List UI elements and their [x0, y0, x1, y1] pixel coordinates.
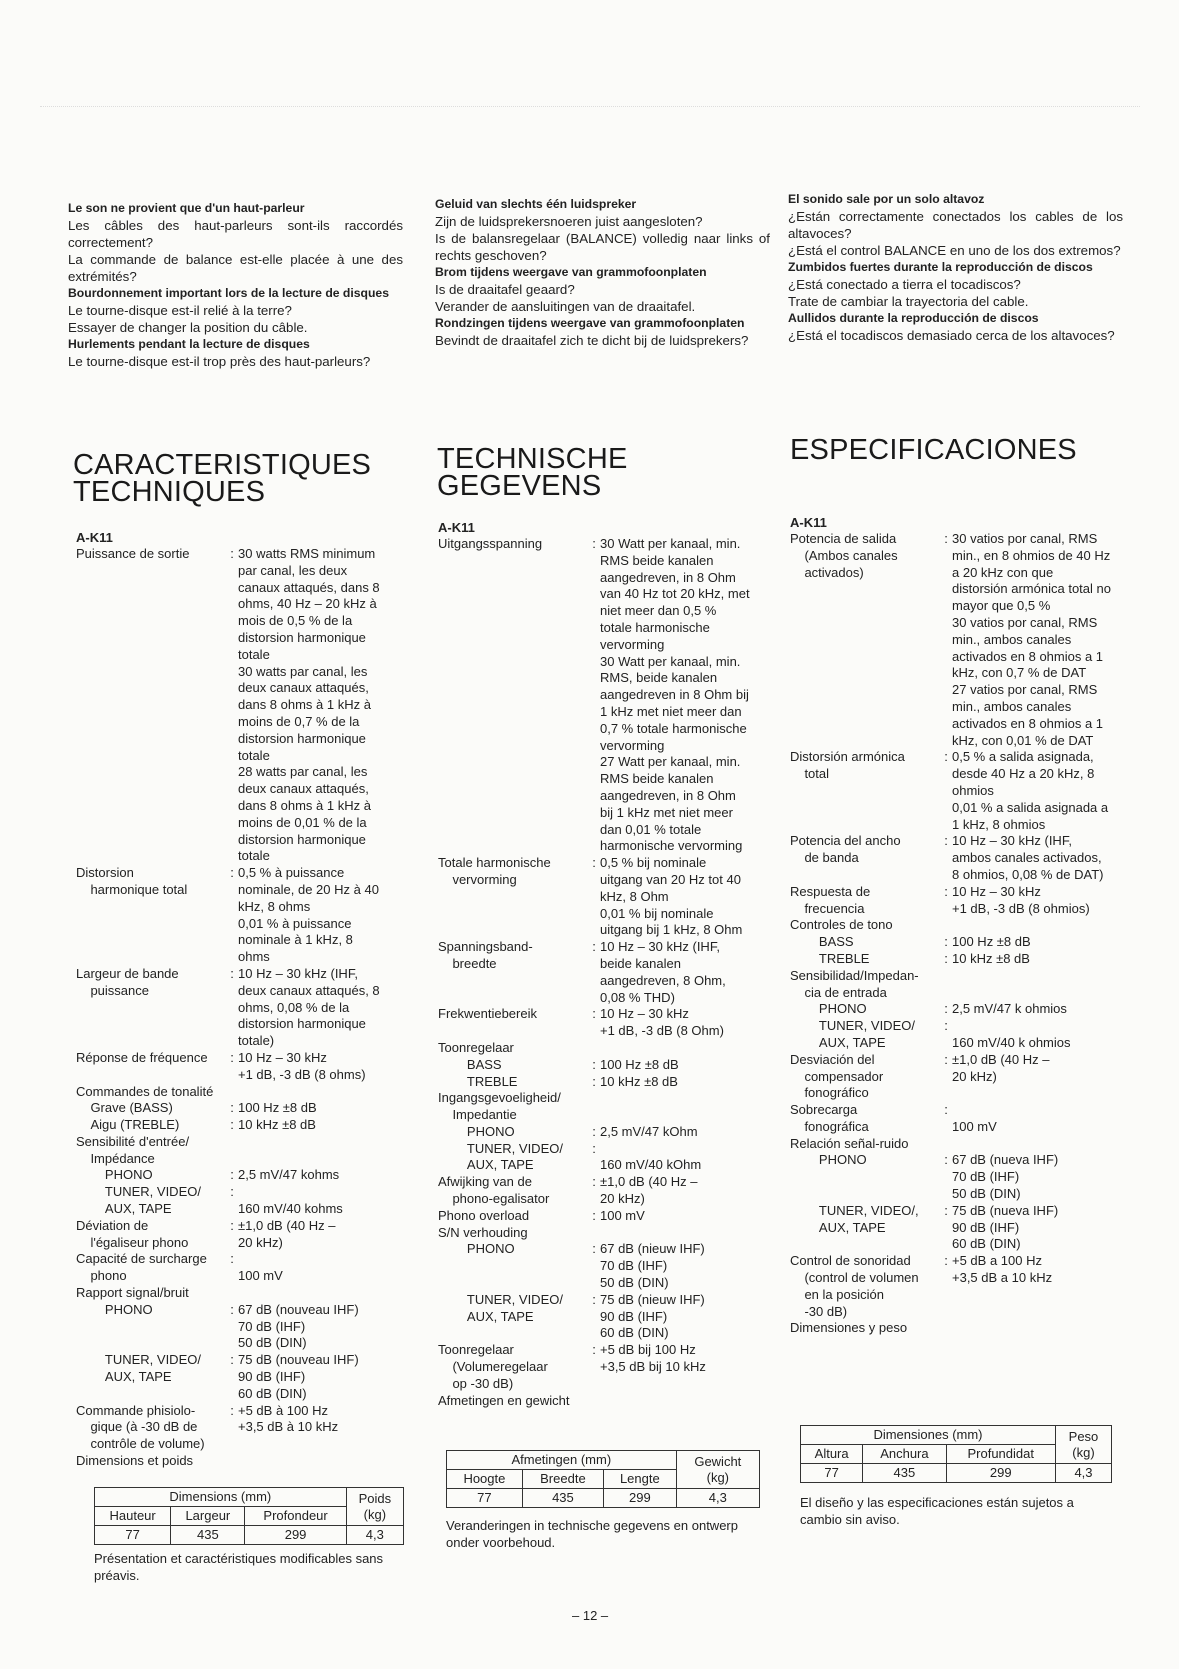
spec-row [438, 1292, 750, 1342]
model-fr: A-K11 [76, 530, 113, 545]
spec-colon: : [944, 1152, 948, 1168]
spec-row [76, 546, 388, 865]
spec-value: 100 mV [238, 1268, 283, 1284]
table-column-header: Altura [801, 1445, 863, 1464]
spec-label: PHONO [438, 1241, 515, 1257]
spec-row [790, 1320, 1112, 1337]
spec-colon [940, 917, 952, 934]
spec-label: Aigu (TREBLE) [76, 1117, 180, 1133]
spec-label: Toonregelaar (Volumeregelaar op -30 dB) [438, 1342, 548, 1391]
spec-colon: : [230, 1049, 234, 1065]
table-cell: 77 [95, 1526, 171, 1545]
trouble-text: Bevindt de draaitafel zich te dicht bij de luidsprekers? [435, 333, 749, 348]
spec-label: Phono overload [438, 1207, 530, 1223]
spec-colon: : [592, 1241, 596, 1257]
table-column-header: Hauteur [95, 1507, 171, 1526]
spec-colon [940, 1320, 952, 1337]
spec-label: TREBLE [438, 1073, 518, 1089]
spec-colon: : [230, 965, 234, 981]
spec-colon [226, 1285, 238, 1302]
table-column-header: Largeur [171, 1507, 245, 1526]
spec-value: 2,5 mV/47 kohms [238, 1167, 340, 1183]
spec-colon [226, 1084, 238, 1101]
spec-label: Sensibilidad/Impedan- cia de entrada [790, 967, 919, 1000]
spec-row [790, 833, 1112, 883]
spec-colon: : [592, 1342, 596, 1358]
spec-label: Dimensiones y peso [790, 1320, 908, 1336]
spec-colon: : [944, 1253, 948, 1269]
spec-colon [226, 1453, 238, 1470]
note-es: El diseño y las especificaciones están sujetos a cambio sin aviso. [800, 1495, 1074, 1527]
trouble-heading: El sonido sale por un solo altavoz [788, 192, 985, 206]
spec-row [438, 1090, 750, 1124]
spec-value: 10 Hz – 30 kHz (IHF, deux canaux attaqués, 8 ohms, 0,08 % de la distorsion harmonique totale) [238, 965, 380, 1049]
trouble-text: Verander de aansluitingen van de draaitafel. [435, 299, 696, 314]
trouble-text: Le tourne-disque est-il relié à la terre? [68, 303, 292, 318]
trouble-es [788, 191, 1123, 344]
spec-value: 67 dB (nueva IHF) 70 dB (IHF) 50 dB (DIN) [952, 1152, 1059, 1202]
spec-colon [940, 968, 952, 1002]
spec-colon [588, 1090, 600, 1124]
title-nl-line1: TECHNISCHE [437, 443, 628, 475]
spec-label: PHONO [438, 1123, 515, 1139]
spec-label: Totale harmonische vervorming [438, 855, 551, 887]
spec-value: 67 dB (nieuw IHF) 70 dB (IHF) 50 dB (DIN) [600, 1241, 705, 1291]
title-fr-line2: TECHNIQUES [73, 476, 266, 508]
spec-row [438, 939, 750, 1006]
spec-row [76, 1285, 388, 1302]
spec-colon [940, 1136, 952, 1153]
spec-label: Potencia del ancho de banda [790, 833, 901, 866]
spec-colon: : [944, 1051, 948, 1067]
note-nl: Veranderingen in technische gegevens en ontwerp onder voorbehoud. [446, 1518, 738, 1550]
spec-label: Commande phisiolo- gique (à -30 dB de contrôle de volume) [76, 1402, 205, 1452]
spec-colon: : [944, 934, 948, 950]
spec-label: TUNER, VIDEO/ AUX, TAPE [438, 1291, 563, 1324]
spec-label: Toonregelaar [438, 1039, 514, 1055]
table-cell: 299 [245, 1526, 346, 1545]
table-cell: 435 [522, 1489, 603, 1508]
spec-row [76, 1403, 388, 1453]
spec-row [76, 1167, 388, 1184]
spec-label: Sobrecarga fonográfica [790, 1102, 869, 1134]
spec-label: TUNER, VIDEO/ AUX, TAPE [76, 1352, 201, 1385]
title-nl [437, 443, 628, 502]
spec-row [76, 1352, 388, 1402]
spec-label: Réponse de fréquence [76, 1049, 208, 1065]
spec-label: Frekwentiebereik [438, 1006, 537, 1022]
spec-label: Spanningsband- breedte [438, 939, 533, 971]
table-column-header: Lengte [604, 1470, 677, 1489]
spec-row [438, 1057, 750, 1074]
trouble-text: ¿Está el control BALANCE en uno de los dos extremos? [788, 243, 1121, 258]
trouble-text: Essayer de changer la position du câble. [68, 320, 308, 335]
trouble-text: Is de balansregelaar (BALANCE) volledig naar links of rechts geschoven? [435, 231, 770, 263]
spec-value: 10 Hz – 30 kHz (IHF, beide kanalen aangedreven, 8 Ohm, 0,08 % THD) [600, 939, 726, 1005]
spec-value: 30 vatios por canal, RMS min., en 8 ohmios de 40 Hz a 20 kHz con que distorsión armónica total no mayor que 0,5 % 30 vatios por canal, RMS min., ambos canales activados en 8 ohmios a 1 kHz, con 0,7 % de DAT 27 vatios por canal, RMS min., ambos canales activados en 8 ohmios a 1 kHz, con 0,01 % de DAT [952, 531, 1111, 748]
spec-value: ±1,0 dB (40 Hz – 20 kHz) [600, 1174, 698, 1207]
table-cell: 435 [863, 1464, 946, 1483]
spec-label: TUNER, VIDEO/ AUX, TAPE [76, 1184, 201, 1217]
spec-value [600, 1040, 750, 1057]
spec-value [238, 1084, 388, 1101]
table-weight-header: Poids (kg) [346, 1488, 403, 1526]
spec-colon: : [230, 1402, 234, 1418]
spec-value [952, 968, 1112, 1002]
spec-colon [588, 1225, 600, 1242]
spec-value: 2,5 mV/47 kOhm [600, 1123, 698, 1139]
spec-colon: : [592, 1006, 596, 1022]
spec-row [790, 749, 1112, 833]
spec-row [76, 1084, 388, 1101]
spec-label: S/N verhouding [438, 1224, 528, 1240]
spec-row [76, 966, 388, 1050]
spec-colon: : [230, 1301, 234, 1317]
trouble-heading: Zumbidos fuertes durante la reproducción de discos [788, 260, 1093, 274]
specs-es [790, 531, 1112, 1337]
spec-label: TUNER, VIDEO/ AUX, TAPE [790, 1018, 915, 1050]
spec-row [438, 536, 750, 855]
spec-value: 10 kHz ±8 dB [952, 950, 1030, 966]
table-cell: 77 [447, 1489, 523, 1508]
trouble-text: Les câbles des haut-parleurs sont-ils raccordés correctement? [68, 218, 403, 250]
spec-value: +5 dB a 100 Hz +3,5 dB a 10 kHz [952, 1253, 1053, 1286]
spec-label: Déviation de l'égaliseur phono [76, 1217, 189, 1250]
spec-value: 75 dB (nieuw IHF) 90 dB (IHF) 60 dB (DIN) [600, 1291, 705, 1341]
spec-row [790, 1001, 1112, 1018]
spec-colon: : [592, 1123, 596, 1139]
spec-value: 75 dB (nueva IHF) 90 dB (IHF) 60 dB (DIN) [952, 1202, 1059, 1252]
spec-value: 160 mV/40 k ohmios [952, 1034, 1071, 1050]
spec-label: BASS [438, 1056, 502, 1072]
spec-value: +5 dB bij 100 Hz +3,5 dB bij 10 kHz [600, 1342, 706, 1375]
model-nl: A-K11 [438, 520, 475, 535]
trouble-nl [435, 196, 770, 349]
spec-row [438, 1208, 750, 1225]
spec-colon: : [592, 1207, 596, 1223]
spec-colon: : [592, 939, 596, 955]
spec-value [600, 1393, 750, 1410]
spec-label: Respuesta de frecuencia [790, 883, 871, 916]
spec-row [438, 1342, 750, 1392]
spec-colon: : [944, 531, 948, 546]
spec-value: 160 mV/40 kOhm [600, 1157, 702, 1173]
specs-fr [76, 546, 388, 1470]
table-weight-header: Peso (kg) [1055, 1426, 1111, 1464]
trouble-text: ¿Está conectado a tierra el tocadiscos? [788, 277, 1021, 292]
spec-colon [226, 1134, 238, 1168]
spec-label: Grave (BASS) [76, 1100, 173, 1116]
trouble-text: Zijn de luidsprekersnoeren juist aangesloten? [435, 214, 703, 229]
spec-value: 30 watts RMS minimum par canal, les deux canaux attaqués, dans 8 ohms, 40 Hz – 20 kHz à mois de 0,5 % de la distorsion harmonique totale 30 watts par canal, les deux canaux attaqués, dans 8 ohms à 1 kHz à moins de 0,7 % de la distorsion harmonique totale 28 watts par canal, les deux canaux attaqués, dans 8 ohms à 1 kHz à moins de 0,01 % de la distorsion harmonique totale [238, 546, 380, 864]
spec-label: Puissance de sortie [76, 546, 190, 561]
spec-row [790, 1018, 1112, 1052]
spec-colon: : [944, 749, 948, 765]
spec-row [438, 1040, 750, 1057]
trouble-text: Trate de cambiar la trayectoria del cable. [788, 294, 1029, 309]
spec-label: Sensibilité d'entrée/ Impédance [76, 1133, 190, 1166]
spec-value: +5 dB à 100 Hz +3,5 dB à 10 kHz [238, 1402, 339, 1435]
spec-colon: : [592, 1073, 596, 1089]
spec-label: Potencia de salida (Ambos canales activados) [790, 531, 898, 580]
spec-colon: : [230, 1100, 234, 1116]
spec-colon: : [592, 536, 596, 551]
spec-label: Largeur de bande puissance [76, 965, 179, 998]
page-number: – 12 – [572, 1608, 609, 1623]
spec-value [952, 1136, 1112, 1153]
table-weight-header: Gewicht (kg) [676, 1451, 759, 1489]
spec-row [76, 1117, 388, 1134]
spec-value: 0,5 % a salida asignada, desde 40 Hz a 20 kHz, 8 ohmios 0,01 % a salida asignada a 1 kHz, 8 ohmios [952, 749, 1109, 832]
spec-row [790, 1052, 1112, 1102]
model-es: A-K11 [790, 515, 827, 530]
spec-value: 30 Watt per kanaal, min. RMS beide kanalen aangedreven, in 8 Ohm van 40 Hz tot 20 kHz, met niet meer dan 0,5 % totale harmonische vervorming 30 Watt per kanaal, min. RMS, beide kanalen aangedreven in 8 Ohm bij 1 kHz met niet meer dan 0,7 % totale harmonische vervorming 27 Watt per kanaal, min. RMS beide kanalen aangedreven, in 8 Ohm bij 1 kHz met niet meer dan 0,01 % totale harmonische vervorming [600, 536, 750, 854]
dimensions-table-fr [94, 1487, 404, 1545]
spec-colon [588, 1393, 600, 1410]
spec-value: ±1,0 dB (40 Hz – 20 kHz) [238, 1217, 336, 1250]
spec-label: Distorsión armónica total [790, 749, 905, 782]
note-fr: Présentation et caractéristiques modificables sans préavis. [94, 1551, 384, 1583]
table-cell: 4,3 [1055, 1464, 1111, 1483]
spec-row [76, 1134, 388, 1168]
spec-label: PHONO [76, 1301, 153, 1317]
trouble-heading: Rondzingen tijdens weergave van grammofoonplaten [435, 316, 745, 330]
spec-row [790, 531, 1112, 749]
spec-row [790, 934, 1112, 951]
spec-colon: : [592, 1140, 596, 1156]
spec-colon: : [944, 1202, 948, 1218]
spec-value: 10 Hz – 30 kHz +1 dB, -3 dB (8 ohms) [238, 1049, 366, 1082]
spec-label: TUNER, VIDEO/, AUX, TAPE [790, 1202, 919, 1235]
dimensions-table-nl [446, 1450, 760, 1508]
spec-label: TUNER, VIDEO/ AUX, TAPE [438, 1140, 563, 1173]
spec-row [76, 865, 388, 966]
spec-label: Controles de tono [790, 917, 893, 933]
dimensions-table-es [800, 1425, 1112, 1483]
trouble-text: Le tourne-disque est-il trop près des haut-parleurs? [68, 354, 371, 369]
spec-colon: : [230, 1167, 234, 1183]
spec-row [438, 1174, 750, 1208]
spec-label: Afmetingen en gewicht [438, 1392, 570, 1408]
spec-label: PHONO [790, 1001, 867, 1017]
table-cell: 4,3 [676, 1489, 759, 1508]
spec-label: Distorsion harmonique total [76, 865, 188, 897]
spec-colon: : [592, 1174, 596, 1190]
spec-row [76, 1302, 388, 1352]
table-cell: 4,3 [346, 1526, 403, 1545]
specs-nl [438, 536, 750, 1409]
spec-row [790, 1136, 1112, 1153]
spec-value: ±1,0 dB (40 Hz – 20 kHz) [952, 1051, 1050, 1084]
spec-row [438, 1393, 750, 1410]
trouble-heading: Geluid van slechts één luidspreker [435, 197, 637, 211]
table-cell: 435 [171, 1526, 245, 1545]
spec-row [790, 884, 1112, 918]
trouble-text: ¿Están correctamente conectados los cables de los altavoces? [788, 209, 1123, 241]
spec-label: Relación señal-ruido [790, 1135, 909, 1151]
spec-row [76, 1184, 388, 1218]
spec-label: Commandes de tonalité [76, 1083, 214, 1099]
spec-value: 10 kHz ±8 dB [600, 1073, 678, 1089]
spec-colon: : [944, 1102, 948, 1118]
spec-value: 10 Hz – 30 kHz +1 dB, -3 dB (8 Ohm) [600, 1006, 724, 1039]
spec-colon [588, 1040, 600, 1057]
spec-label: Desviación del compensador fonográfico [790, 1051, 884, 1101]
table-column-header: Anchura [863, 1445, 946, 1464]
spec-colon: : [230, 546, 234, 561]
table-cell: 77 [801, 1464, 863, 1483]
spec-value [600, 1225, 750, 1242]
spec-value: 100 Hz ±8 dB [238, 1100, 317, 1116]
spec-value: 10 kHz ±8 dB [238, 1117, 316, 1133]
scan-artifact-line [40, 106, 1140, 107]
spec-row [790, 1102, 1112, 1136]
trouble-heading: Aullidos durante la reproducción de discos [788, 311, 1039, 325]
spec-row [438, 1074, 750, 1091]
spec-colon: : [592, 1056, 596, 1072]
title-fr [73, 449, 372, 508]
spec-row [438, 1006, 750, 1040]
table-group-header: Afmetingen (mm) [447, 1451, 677, 1470]
spec-colon: : [944, 950, 948, 966]
spec-label: Afwijking van de phono-egalisator [438, 1174, 550, 1207]
spec-value: 100 mV [600, 1207, 645, 1223]
spec-colon: : [592, 855, 596, 871]
spec-value [952, 1320, 1112, 1337]
trouble-heading: Le son ne provient que d'un haut-parleur [68, 201, 305, 215]
spec-row [76, 1100, 388, 1117]
spec-colon: : [944, 1018, 948, 1034]
spec-value: 100 Hz ±8 dB [952, 934, 1031, 950]
title-nl-line2: GEGEVENS [437, 470, 602, 502]
spec-value: 10 Hz – 30 kHz (IHF, ambos canales activados, 8 ohmios, 0,08 % de DAT) [952, 833, 1104, 882]
spec-label: PHONO [790, 1152, 867, 1168]
spec-value: 0,5 % à puissance nominale, de 20 Hz à 40 kHz, 8 ohms 0,01 % à puissance nominale à 1 kHz, 8 ohms [238, 865, 379, 965]
spec-value: 10 Hz – 30 kHz +1 dB, -3 dB (8 ohmios) [952, 883, 1090, 916]
spec-label: BASS [790, 934, 854, 950]
spec-row [790, 1152, 1112, 1202]
spec-row [790, 951, 1112, 968]
spec-colon: : [230, 865, 234, 881]
spec-label: Control de sonoridad (control de volumen en la posición -30 dB) [790, 1253, 919, 1319]
spec-value: 75 dB (nouveau IHF) 90 dB (IHF) 60 dB (DIN) [238, 1352, 359, 1401]
spec-row [790, 968, 1112, 1002]
spec-value [600, 1090, 750, 1124]
spec-value: 100 mV [952, 1118, 997, 1134]
spec-row [76, 1050, 388, 1084]
spec-row [438, 1241, 750, 1291]
spec-row [790, 917, 1112, 934]
spec-row [438, 1225, 750, 1242]
spec-value: 0,5 % bij nominale uitgang van 20 Hz tot 40 kHz, 8 Ohm 0,01 % bij nominale uitgang bij 1 kHz, 8 Ohm [600, 855, 743, 938]
spec-row [76, 1453, 388, 1470]
spec-colon: : [230, 1117, 234, 1133]
spec-value: 100 Hz ±8 dB [600, 1056, 679, 1072]
spec-value [952, 917, 1112, 934]
trouble-text: La commande de balance est-elle placée à une des extrémités? [68, 252, 403, 284]
spec-label: Rapport signal/bruit [76, 1285, 189, 1301]
table-column-header: Profundidat [946, 1445, 1055, 1464]
spec-colon: : [230, 1251, 234, 1267]
trouble-fr [68, 200, 403, 370]
title-fr-line1: CARACTERISTIQUES [73, 449, 372, 481]
spec-row [438, 855, 750, 939]
spec-colon: : [230, 1184, 234, 1200]
spec-colon: : [944, 883, 948, 899]
spec-row [438, 1124, 750, 1141]
spec-value [238, 1134, 388, 1168]
title-es [790, 434, 1077, 466]
spec-label: Capacité de surcharge phono [76, 1251, 207, 1284]
spec-label: PHONO [76, 1167, 153, 1183]
spec-label: TREBLE [790, 950, 870, 966]
spec-row [790, 1253, 1112, 1320]
table-group-header: Dimensions (mm) [95, 1488, 347, 1507]
spec-value [238, 1453, 388, 1470]
trouble-text: ¿Está el tocadiscos demasiado cerca de los altavoces? [788, 328, 1115, 343]
spec-value: 67 dB (nouveau IHF) 70 dB (IHF) 50 dB (DIN) [238, 1301, 359, 1351]
spec-colon: : [592, 1291, 596, 1307]
spec-row [438, 1141, 750, 1175]
spec-label: Uitgangsspanning [438, 536, 543, 551]
trouble-text: Is de draaitafel geaard? [435, 282, 575, 297]
spec-label: Ingangsgevoeligheid/ Impedantie [438, 1090, 561, 1123]
spec-colon: : [944, 833, 948, 849]
table-group-header: Dimensiones (mm) [801, 1426, 1056, 1445]
spec-value: 160 mV/40 kohms [238, 1201, 343, 1217]
spec-label: Dimensions et poids [76, 1453, 194, 1469]
spec-colon: : [944, 1001, 948, 1017]
spec-colon: : [230, 1352, 234, 1368]
table-column-header: Breedte [522, 1470, 603, 1489]
trouble-heading: Bourdonnement important lors de la lecture de disques [68, 286, 389, 300]
table-column-header: Profondeur [245, 1507, 346, 1526]
trouble-heading: Brom tijdens weergave van grammofoonplaten [435, 265, 707, 279]
title-es-line1: ESPECIFICACIONES [790, 434, 1077, 466]
spec-colon: : [230, 1217, 234, 1233]
table-cell: 299 [946, 1464, 1055, 1483]
table-column-header: Hoogte [447, 1470, 523, 1489]
trouble-heading: Hurlements pendant la lecture de disques [68, 337, 310, 351]
spec-value: 2,5 mV/47 k ohmios [952, 1001, 1067, 1017]
spec-row [790, 1203, 1112, 1253]
spec-row [76, 1218, 388, 1252]
spec-row [76, 1251, 388, 1285]
table-cell: 299 [604, 1489, 677, 1508]
spec-value [238, 1285, 388, 1302]
